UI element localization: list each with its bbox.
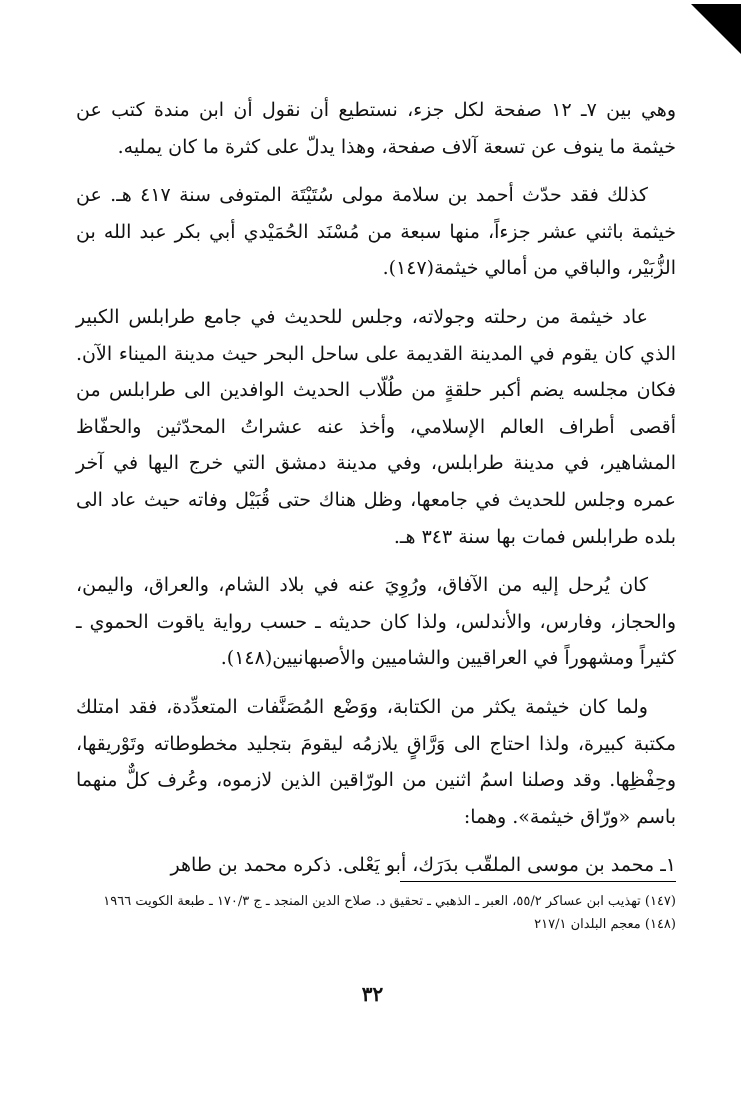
paragraph-1: وهي بين ٧ـ ١٢ صفحة لكل جزء، نستطيع أن نقول أن ابن مندة كتب عن خيثمة ما ينوف عن تسعة آلاف صفحة، وهذا يدلّ على كثرة ما كان يمليه. xyxy=(76,99,677,158)
corner-triangle-mark xyxy=(691,4,741,54)
paragraph-3: عاد خيثمة من رحلته وجولاته، وجلس للحديث في جامع طرابلس الكبير الذي كان يقوم في المدينة القديمة على ساحل البحر حيث مدينة الميناء الآن. فكان مجلسه يضم أكبر حلقةٍ من طُلّاب الحديث الوافدين الى طرابلس من أقصى أطراف العالم الإسلامي، وأخذ عنه عشراتُ المحدّثين والحفّاظ المشاهير، في مدينة طرابلس، وفي مدينة دمشق التي خرج اليها في آخر عمره وجلس للحديث في جامعها، وظل هناك حتى قُبَيْل وفاته حيث عاد الى بلده طرابلس فمات بها سنة ٣٤٣ هـ. xyxy=(76,305,676,548)
paragraph-6-list-item: ١ـ محمد بن موسى الملقّب بدَرَك، أبو يَعْلى. ذكره محمد بن طاهر xyxy=(170,854,676,877)
page-number: ٣٢ xyxy=(361,982,384,1006)
footnote-147: (١٤٧) تهذيب ابن عساكر ٥٥/٢، العبر ـ الذهبي ـ تحقيق د. صلاح الدين المنجد ـ ج ١٧٠/٣ ـ طبعة الكويت ١٩٦٦ xyxy=(103,894,676,909)
page-body xyxy=(76,92,676,896)
footnote-148: (١٤٨) معجم البلدان ٢١٧/١ xyxy=(534,917,676,932)
footnote-divider xyxy=(400,881,676,882)
paragraph-5: ولما كان خيثمة يكثر من الكتابة، ووَضْع المُصَنَّفات المتعدِّدة، فقد امتلك مكتبة كبيرة، ولذا احتاج الى وَرَّاقٍ يلازمُه ليقومَ بتجليد مخطوطاته وتَوْريقها، وحِفْظِها. وقد وصلنا اسمُ اثنين من الورّاقين الذين لازموه، وعُرف كلٌّ منهما باسم «ورّاق خيثمة». وهما: xyxy=(76,695,676,828)
paragraph-2: كذلك فقد حدّث أحمد بن سلامة مولى سُتَيْتَة المتوفى سنة ٤١٧ هـ. عن خيثمة باثني عشر جزءاً، منها سبعة من مُسْنَد الحُمَيْدي أبي بكر عبد الله بن الزُّبَيْر، والباقي من أمالي خيثمة(١٤٧). xyxy=(76,184,676,280)
paragraph-4: كان يُرحل إليه من الآفاق، ورُوِيَ عنه في بلاد الشام، والعراق، واليمن، والحجاز، وفارس، والأندلس، ولذا كان حديثه ـ حسب رواية ياقوت الحموي ـ كثيراً ومشهوراً في العراقيين والشاميين والأصبهانيين(١٤٨). xyxy=(76,574,676,670)
footnotes xyxy=(76,890,676,936)
